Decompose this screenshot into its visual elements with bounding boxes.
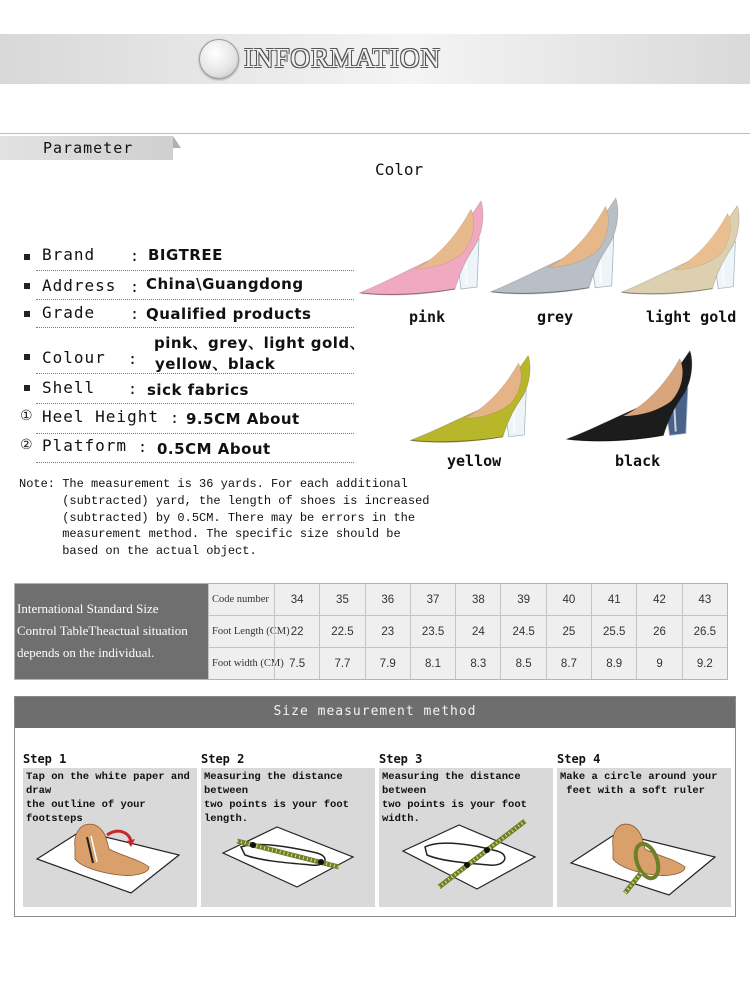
step-text-line: two points is your foot length. <box>204 799 349 825</box>
table-cell: 8.1 <box>410 648 455 679</box>
parameter-label: Parameter <box>43 139 134 157</box>
note-line: measurement method. The specific size should be <box>19 527 401 542</box>
table-row-foot-width <box>208 648 727 679</box>
step-text-line: the outline of your footsteps <box>26 799 146 825</box>
shoe-image-pink <box>355 195 487 303</box>
table-cell: 37 <box>410 584 455 615</box>
param-key: Colour <box>42 348 106 367</box>
table-cell: 42 <box>636 584 681 615</box>
trace-foot-illustration <box>23 801 197 907</box>
param-row-grade <box>18 298 354 328</box>
size-table-title-cell <box>15 584 208 679</box>
bullet-icon <box>24 354 30 360</box>
param-row-shell <box>18 374 354 404</box>
table-cell: 23.5 <box>410 616 455 647</box>
table-cell: 8.3 <box>455 648 500 679</box>
measure-width-illustration <box>379 801 553 907</box>
table-cell: 22.5 <box>319 616 364 647</box>
size-table <box>14 583 728 680</box>
step-text-line: Measuring the distance between <box>382 771 521 797</box>
note-line: (subtracted) yard, the length of shoes is increased <box>19 493 430 508</box>
step-label: Step 1 <box>23 752 67 766</box>
param-key: Grade <box>42 303 96 322</box>
table-cell: 7.7 <box>319 648 364 679</box>
table-cell: 40 <box>546 584 591 615</box>
row-header: Code number <box>208 584 274 615</box>
table-row-foot-length <box>208 616 727 647</box>
shoe-image-yellow <box>406 350 534 450</box>
shoe-image-grey <box>486 192 622 302</box>
param-row-brand <box>18 241 354 271</box>
bullet-icon <box>24 311 30 317</box>
number-2-icon: ② <box>20 437 33 453</box>
param-value-line1: pink、grey、light gold、 <box>154 334 366 352</box>
bullet-icon <box>24 385 30 391</box>
tab-notch <box>173 136 181 148</box>
step-text-line: two points is your foot width. <box>382 799 527 825</box>
size-table-title <box>17 598 207 664</box>
step-1 <box>23 747 197 907</box>
step-4 <box>557 747 731 907</box>
table-cell: 26 <box>636 616 681 647</box>
color-title: Color <box>375 160 424 179</box>
soft-ruler-illustration <box>557 801 731 907</box>
param-row-heel-height <box>18 404 354 434</box>
table-cell: 8.9 <box>591 648 636 679</box>
bullet-icon <box>24 283 30 289</box>
param-value: BIGTREE <box>148 246 223 264</box>
bullet-icon <box>24 254 30 260</box>
divider <box>0 133 750 134</box>
measurement-title: Size measurement method <box>273 704 477 719</box>
information-title: INFORMATION <box>244 43 442 73</box>
color-label: light gold <box>646 308 737 326</box>
step-2 <box>201 747 375 907</box>
size-note <box>19 476 430 560</box>
table-cell: 24 <box>455 616 500 647</box>
table-cell: 8.5 <box>500 648 545 679</box>
table-cell: 36 <box>365 584 410 615</box>
step-label: Step 3 <box>379 752 423 766</box>
color-label: pink <box>409 308 446 326</box>
step-text <box>560 770 730 798</box>
step-text-line: Measuring the distance between <box>204 771 343 797</box>
param-row-platform <box>18 433 354 463</box>
table-cell: 39 <box>500 584 545 615</box>
param-key: Shell <box>42 378 96 397</box>
colon: : <box>130 247 140 265</box>
colon: : <box>170 409 180 427</box>
color-label: grey <box>537 308 574 326</box>
table-cell: 26.5 <box>682 616 727 647</box>
row-header: Foot Length (CM) <box>208 616 274 647</box>
measurement-section <box>14 696 736 917</box>
shoe-image-black <box>562 345 696 449</box>
measurement-header <box>15 697 735 728</box>
param-key: Brand <box>42 245 96 264</box>
step-3 <box>379 747 553 907</box>
step-text-line: Tap on the white paper and draw <box>26 771 190 797</box>
param-value: 9.5CM About <box>186 410 300 428</box>
number-1-icon: ① <box>20 408 33 424</box>
table-cell: 35 <box>319 584 364 615</box>
table-cell: 41 <box>591 584 636 615</box>
table-cell: 7.9 <box>365 648 410 679</box>
color-label: black <box>615 452 661 470</box>
shoe-image-light-gold <box>617 200 743 302</box>
table-row-code <box>208 584 727 615</box>
colon: : <box>128 350 138 368</box>
table-cell: 22 <box>274 616 319 647</box>
table-cell: 43 <box>682 584 727 615</box>
note-line: based on the actual object. <box>19 544 257 559</box>
dotted-underline <box>36 327 354 328</box>
param-key: Platform <box>42 436 128 455</box>
title-line: Control TableTheactual situation <box>17 623 188 638</box>
row-header: Foot width (CM) <box>208 648 274 679</box>
table-cell: 23 <box>365 616 410 647</box>
param-row-address <box>18 270 354 300</box>
step-text-line: feet with a soft ruler <box>560 785 705 797</box>
step-label: Step 2 <box>201 752 245 766</box>
table-cell: 24.5 <box>500 616 545 647</box>
table-cell: 8.7 <box>546 648 591 679</box>
step-card <box>201 768 375 907</box>
table-cell: 25 <box>546 616 591 647</box>
color-label: yellow <box>447 452 502 470</box>
measure-length-illustration <box>201 801 375 907</box>
table-cell: 25.5 <box>591 616 636 647</box>
colon: : <box>130 305 140 323</box>
table-cell: 9 <box>636 648 681 679</box>
param-row-colour <box>18 330 366 374</box>
param-value-line2: yellow、black <box>155 355 276 373</box>
colon: : <box>138 438 148 456</box>
param-value: sick fabrics <box>147 381 249 399</box>
colon: : <box>128 380 138 398</box>
param-value: China\Guangdong <box>146 275 304 293</box>
circle-ornament-icon <box>199 39 239 79</box>
param-key: Address <box>42 276 117 295</box>
title-line: depends on the individual. <box>17 645 155 660</box>
step-card <box>379 768 553 907</box>
param-value: Qualified products <box>146 305 312 323</box>
step-label: Step 4 <box>557 752 601 766</box>
table-cell: 7.5 <box>274 648 319 679</box>
param-value: 0.5CM About <box>157 440 271 458</box>
note-line: Note: The measurement is 36 yards. For each additional <box>19 477 408 491</box>
colon: : <box>130 278 140 296</box>
step-card <box>557 768 731 907</box>
table-cell: 38 <box>455 584 500 615</box>
step-text-line: Make a circle around your <box>560 771 718 783</box>
param-key: Heel Height <box>42 407 159 426</box>
note-line: (subtracted) by 0.5CM. There may be errors in the <box>19 510 416 525</box>
table-cell: 34 <box>274 584 319 615</box>
title-line: International Standard Size <box>17 601 159 616</box>
table-cell: 9.2 <box>682 648 727 679</box>
dotted-underline <box>36 462 354 463</box>
step-card <box>23 768 197 907</box>
